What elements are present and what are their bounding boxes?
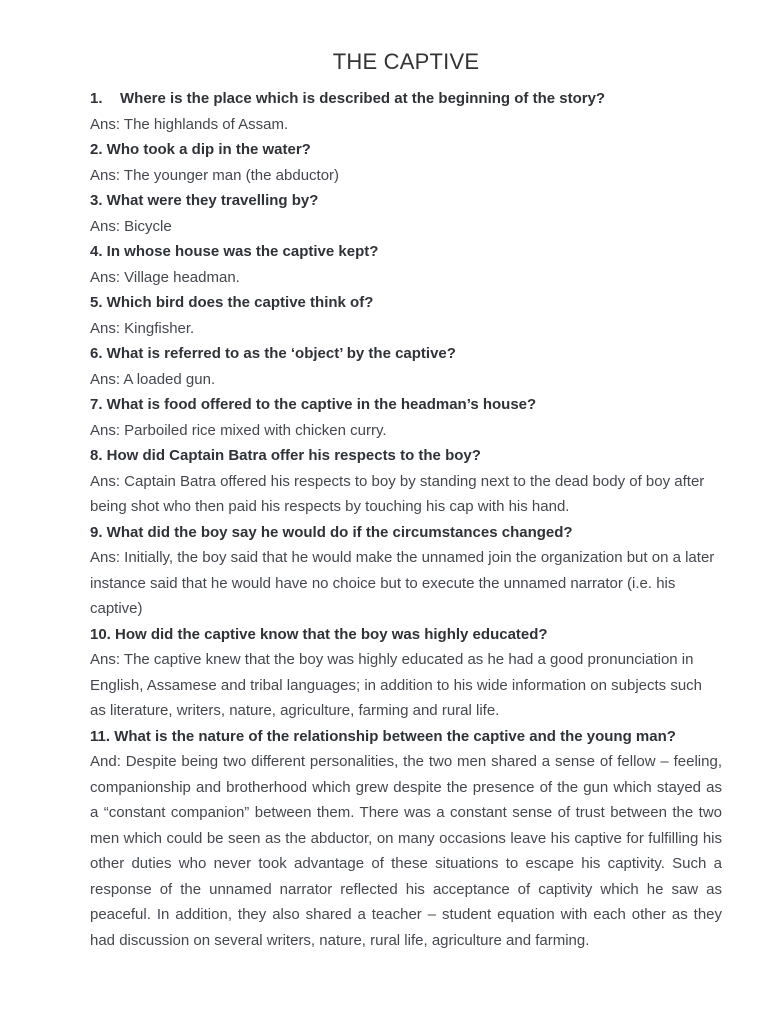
qa-item-1 xyxy=(90,86,722,137)
answer-2: Ans: The younger man (the abductor) xyxy=(90,166,340,184)
qa-item-4 xyxy=(90,239,722,290)
question-5: 5. Which bird does the captive think of? xyxy=(90,294,374,311)
qa-item-5 xyxy=(90,290,722,341)
answer-5: Ans: Kingfisher. xyxy=(90,319,195,337)
question-2: 2. Who took a dip in the water? xyxy=(90,141,311,158)
answer-7: Ans: Parboiled rice mixed with chicken curry. xyxy=(90,421,387,439)
question-6: 6. What is referred to as the ‘object’ by the captive? xyxy=(90,345,456,362)
answer-3: Ans: Bicycle xyxy=(90,217,172,235)
qa-item-2 xyxy=(90,137,722,188)
question-1 xyxy=(90,86,722,112)
question-1-number: 1. xyxy=(90,90,103,107)
answer-4: Ans: Village headman. xyxy=(90,268,240,286)
answer-9: Ans: Initially, the boy said that he would make the unnamed join the organization but on a later instance said that he would have no choice but to execute the unnamed narrator (i.e. his captive) xyxy=(90,549,715,617)
qa-item-8 xyxy=(90,443,722,520)
answer-6: Ans: A loaded gun. xyxy=(90,370,216,388)
answer-1: Ans: The highlands of Assam. xyxy=(90,115,289,133)
qa-item-6 xyxy=(90,341,722,392)
document-title: THE CAPTIVE xyxy=(332,49,480,74)
qa-item-9 xyxy=(90,520,722,622)
question-1-text: Where is the place which is described at the beginning of the story? xyxy=(120,90,606,107)
qa-item-10 xyxy=(90,622,722,724)
question-9: 9. What did the boy say he would do if the circumstances changed? xyxy=(90,523,573,541)
question-11: 11. What is the nature of the relationship between the captive and the young man? xyxy=(90,727,676,745)
question-8: 8. How did Captain Batra offer his respects to the boy? xyxy=(90,447,481,464)
question-4: 4. In whose house was the captive kept? xyxy=(90,243,379,260)
qa-item-7 xyxy=(90,392,722,443)
question-10: 10. How did the captive know that the boy was highly educated? xyxy=(90,625,548,643)
answer-8: Ans: Captain Batra offered his respects to boy by standing next to the dead body of boy after being shot who then paid his respects by touching his cap with his hand. xyxy=(90,472,705,515)
answer-11: And: Despite being two different personalities, the two men shared a sense of fellow – feeling, companionship and brotherhood which grew despite the presence of the gun which stayed as a “constant companion” between them. There was a constant sense of trust between the two men which could be seen as the abductor, on many occasions leave his captive for fulfilling his other duties who never took advantage of these situations to escape his captivity. Such a response of the unnamed narrator reflected his acceptance of captivity which he saw as peaceful. In addition, they also shared a teacher – student equation with each other as they had discussion on several writers, nature, rural life, agriculture and farming. xyxy=(90,753,722,949)
answer-10: Ans: The captive knew that the boy was highly educated as he had a good pronunciation in English, Assamese and tribal languages; in addition to his wide information on subjects such as literature, writers, nature, agriculture, farming and rural life. xyxy=(90,651,703,719)
question-3: 3. What were they travelling by? xyxy=(90,192,319,209)
qa-item-3 xyxy=(90,188,722,239)
question-7: 7. What is food offered to the captive in the headman’s house? xyxy=(90,396,537,413)
qa-item-11 xyxy=(90,724,722,954)
